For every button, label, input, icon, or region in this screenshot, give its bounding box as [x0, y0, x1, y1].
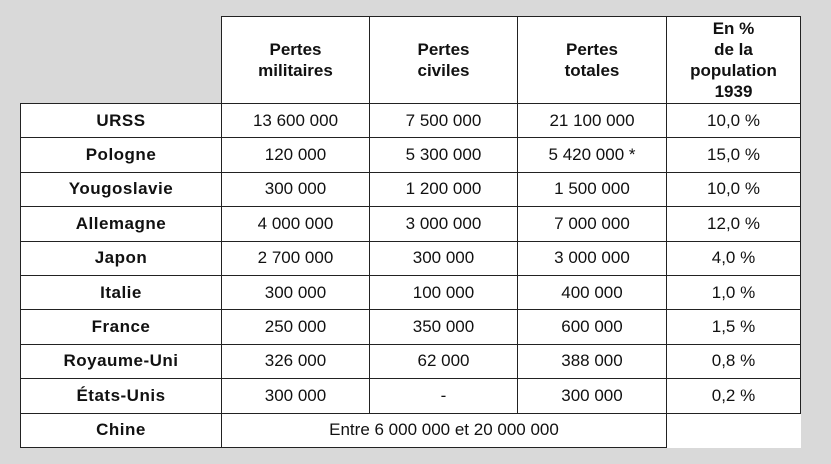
percent-cell: 4,0 %	[667, 241, 801, 275]
military-cell: 120 000	[222, 138, 370, 172]
country-cell: Allemagne	[21, 207, 222, 241]
percent-cell: 1,5 %	[667, 310, 801, 344]
total-cell: 3 000 000	[518, 241, 667, 275]
civil-cell: 100 000	[370, 275, 518, 309]
country-cell: Chine	[21, 413, 222, 447]
percent-cell: 10,0 %	[667, 172, 801, 206]
military-cell: 300 000	[222, 172, 370, 206]
total-cell: 600 000	[518, 310, 667, 344]
military-cell: 13 600 000	[222, 104, 370, 138]
total-cell: 21 100 000	[518, 104, 667, 138]
civil-cell: 300 000	[370, 241, 518, 275]
table-row	[21, 275, 801, 309]
military-cell: 300 000	[222, 379, 370, 413]
country-cell: URSS	[21, 104, 222, 138]
military-cell: 4 000 000	[222, 207, 370, 241]
military-cell: 2 700 000	[222, 241, 370, 275]
percent-cell: 1,0 %	[667, 275, 801, 309]
china-range-cell: Entre 6 000 000 et 20 000 000	[222, 413, 667, 447]
percent-cell: 0,2 %	[667, 379, 801, 413]
percent-cell: 12,0 %	[667, 207, 801, 241]
header-total: Pertes totales	[518, 17, 667, 104]
table-row	[21, 310, 801, 344]
military-cell: 300 000	[222, 275, 370, 309]
total-cell: 7 000 000	[518, 207, 667, 241]
table-row	[21, 172, 801, 206]
civil-cell: 1 200 000	[370, 172, 518, 206]
percent-cell: 0,8 %	[667, 344, 801, 378]
percent-cell: 10,0 %	[667, 104, 801, 138]
table-row	[21, 104, 801, 138]
civil-cell: 7 500 000	[370, 104, 518, 138]
header-military: Pertes militaires	[222, 17, 370, 104]
total-cell: 388 000	[518, 344, 667, 378]
civil-cell: 3 000 000	[370, 207, 518, 241]
military-cell: 326 000	[222, 344, 370, 378]
header-civil: Pertes civiles	[370, 17, 518, 104]
military-cell: 250 000	[222, 310, 370, 344]
total-cell: 5 420 000 *	[518, 138, 667, 172]
header-row	[21, 17, 801, 104]
table-row	[21, 344, 801, 378]
header-percent: En % de la population 1939	[667, 17, 801, 104]
country-cell: Yougoslavie	[21, 172, 222, 206]
country-cell: Pologne	[21, 138, 222, 172]
civil-cell: 350 000	[370, 310, 518, 344]
table-row	[21, 138, 801, 172]
country-cell: Japon	[21, 241, 222, 275]
total-cell: 300 000	[518, 379, 667, 413]
country-cell: États-Unis	[21, 379, 222, 413]
table-row	[21, 241, 801, 275]
civil-cell: -	[370, 379, 518, 413]
country-cell: France	[21, 310, 222, 344]
table-row-china	[21, 413, 801, 447]
total-cell: 1 500 000	[518, 172, 667, 206]
country-cell: Royaume-Uni	[21, 344, 222, 378]
table-row	[21, 379, 801, 413]
war-losses-table	[20, 16, 801, 448]
table-row	[21, 207, 801, 241]
header-corner	[21, 17, 222, 104]
total-cell: 400 000	[518, 275, 667, 309]
country-cell: Italie	[21, 275, 222, 309]
civil-cell: 62 000	[370, 344, 518, 378]
civil-cell: 5 300 000	[370, 138, 518, 172]
percent-cell: 15,0 %	[667, 138, 801, 172]
